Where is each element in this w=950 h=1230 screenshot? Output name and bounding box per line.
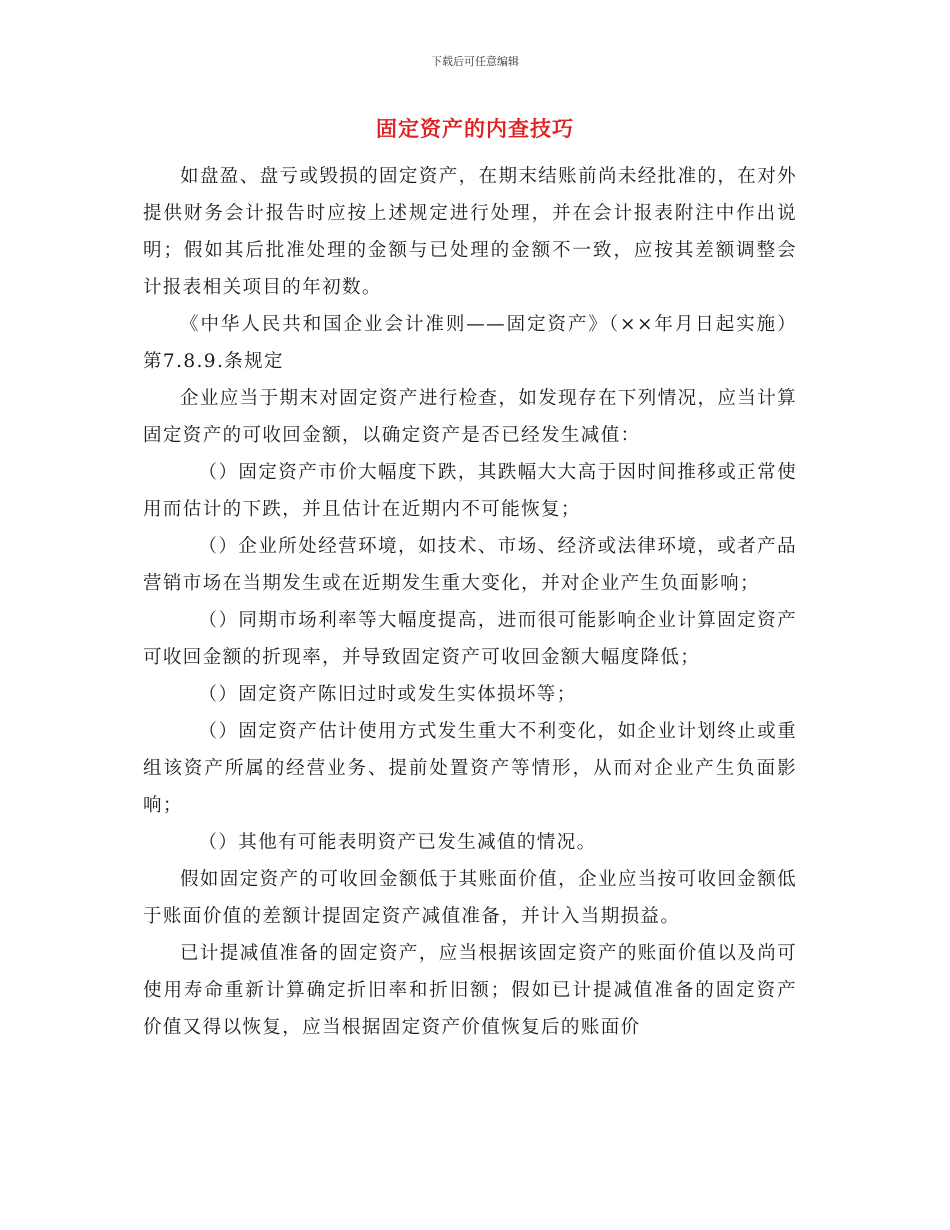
paragraph: 企业应当于期末对固定资产进行检查，如发现存在下列情况，应当计算固定资产的可收回金额，以确定资产是否已经发生减值： xyxy=(143,388,797,446)
document-body xyxy=(143,158,797,1046)
paragraph: 如盘盈、盘亏或毁损的固定资产，在期末结账前尚未经批准的，在对外提供财务会计报告时应按上述规定进行处理，并在会计报表附注中作出说明；假如其后批准处理的金额与已处理的金额不一致，应按其差额调整会计报表相关项目的年初数。 xyxy=(143,166,797,298)
paragraph: 假如固定资产的可收回金额低于其账面价值，企业应当按可收回金额低于账面价值的差额计提固定资产减值准备，并计入当期损益。 xyxy=(143,869,797,927)
paragraph: 已计提减值准备的固定资产，应当根据该固定资产的账面价值以及尚可使用寿命重新计算确定折旧率和折旧额；假如已计提减值准备的固定资产价值又得以恢复，应当根据固定资产价值恢复后的账面价 xyxy=(143,943,797,1038)
document-title: 固定资产的内查技巧 xyxy=(376,117,574,141)
list-item: （）同期市场利率等大幅度提高，进而很可能影响企业计算固定资产可收回金额的折现率，并导致固定资产可收回金额大幅度降低； xyxy=(143,610,797,668)
list-item: （）其他有可能表明资产已发生减值的情况。 xyxy=(198,832,597,853)
list-item: （）固定资产陈旧过时或发生实体损坏等； xyxy=(198,684,577,705)
list-item: （）固定资产估计使用方式发生重大不利变化，如企业计划终止或重组该资产所属的经营业务、提前处置资产等情形，从而对企业产生负面影响； xyxy=(143,721,797,816)
paragraph: 《中华人民共和国企业会计准则——固定资产》（××年月日起实施）第7.8.9.条规定 xyxy=(143,314,797,372)
list-item: （）企业所处经营环境，如技术、市场、经济或法律环境，或者产品营销市场在当期发生或在近期发生重大变化，并对企业产生负面影响； xyxy=(143,536,797,594)
list-item: （）固定资产市价大幅度下跌，其跌幅大大高于因时间推移或正常使用而估计的下跌，并且估计在近期内不可能恢复； xyxy=(143,462,797,520)
page-header: 下载后可任意编辑 xyxy=(431,55,519,68)
